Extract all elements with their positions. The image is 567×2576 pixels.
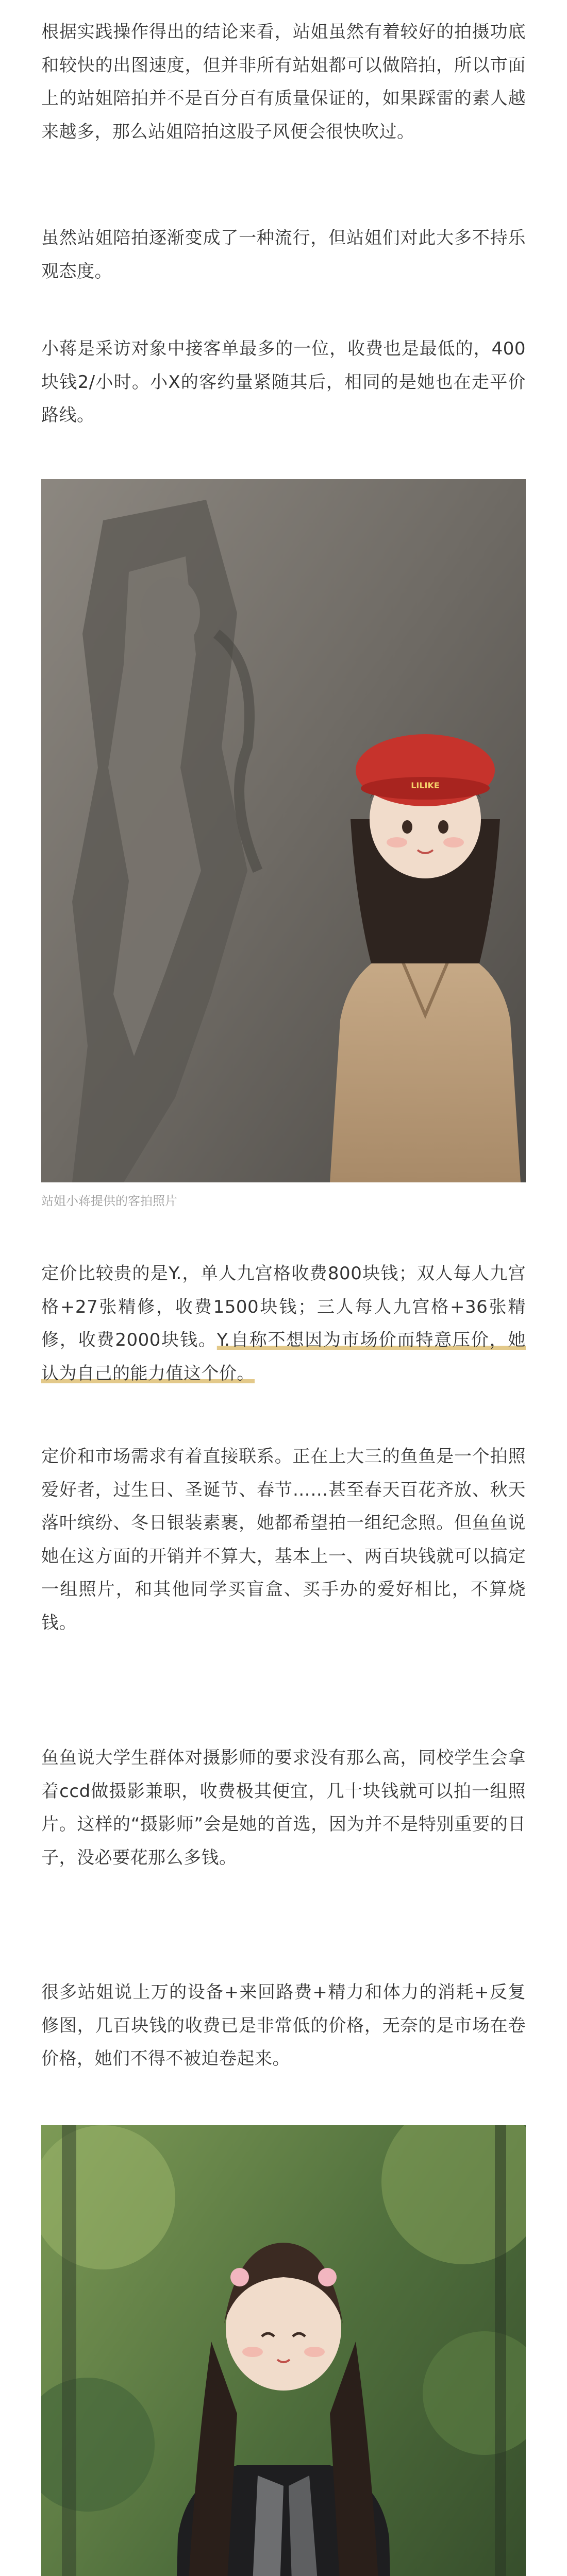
paragraph-price-competition: 很多站姐说上万的设备+来回路费+精力和体力的消耗+反复修图，几百块钱的收费已是非常低的价格，无奈的是市场在卷价格，她们不得不被迫卷起来。 — [41, 1982, 526, 2070]
photo-caption-1: 站姐小蒋提供的客拍照片 — [41, 1194, 177, 1208]
highlighted-quote: Y.自称不想因为市场价而特意压价，她认为自己的能力值这个价。 — [41, 1330, 526, 1384]
paragraph-market-demand: 定价和市场需求有着直接联系。正在上大三的鱼鱼是一个拍照爱好者，过生日、圣诞节、春节……甚至春天百花齐放、秋天落叶缤纷、冬日银装素裹，她都希望拍一组纪念照。但鱼鱼说她在这方面的开销并不算大，基本上一、两百块钱就可以搞定一组照片，和其他同学买盲盒、买手办的爱好相比，不算烧钱。 — [41, 1446, 526, 1633]
paragraph-not-optimistic: 虽然站姐陪拍逐渐变成了一种流行，但站姐们对此大多不持乐观态度。 — [41, 228, 526, 282]
svg-text:LILIKE: LILIKE — [411, 781, 440, 790]
client-photo-2 — [41, 2125, 526, 2576]
client-photo-1 — [41, 479, 526, 1182]
y-pricing-text: 定价比较贵的是Y.，单人九宫格收费800块钱；双人每人九宫格+27张精修，收费1500块钱；三人每人九宫格+36张精修，收费2000块钱。 — [41, 1263, 526, 1351]
paragraph-conclusion: 根据实践操作得出的结论来看，站姐虽然有着较好的拍摄功底和较快的出图速度，但并非所有站姐都可以做陪拍，所以市面上的站姐陪拍并不是百分百有质量保证的，如果踩雷的素人越来越多，那么站姐陪拍这股子风便会很快吹过。 — [41, 22, 526, 142]
paragraph-xiaojiang-pricing: 小蒋是采访对象中接客单最多的一位，收费也是最低的，400块钱2/小时。小X的客约量紧随其后，相同的是她也在走平价路线。 — [41, 338, 526, 426]
paragraph-student-photographers: 鱼鱼说大学生群体对摄影师的要求没有那么高，同校学生会拿着ccd做摄影兼职，收费极其便宜，几十块钱就可以拍一组照片。这样的“摄影师”会是她的首选，因为并不是特别重要的日子，没必要花那么多钱。 — [41, 1748, 526, 1868]
paragraph-y-pricing — [41, 1257, 526, 1390]
